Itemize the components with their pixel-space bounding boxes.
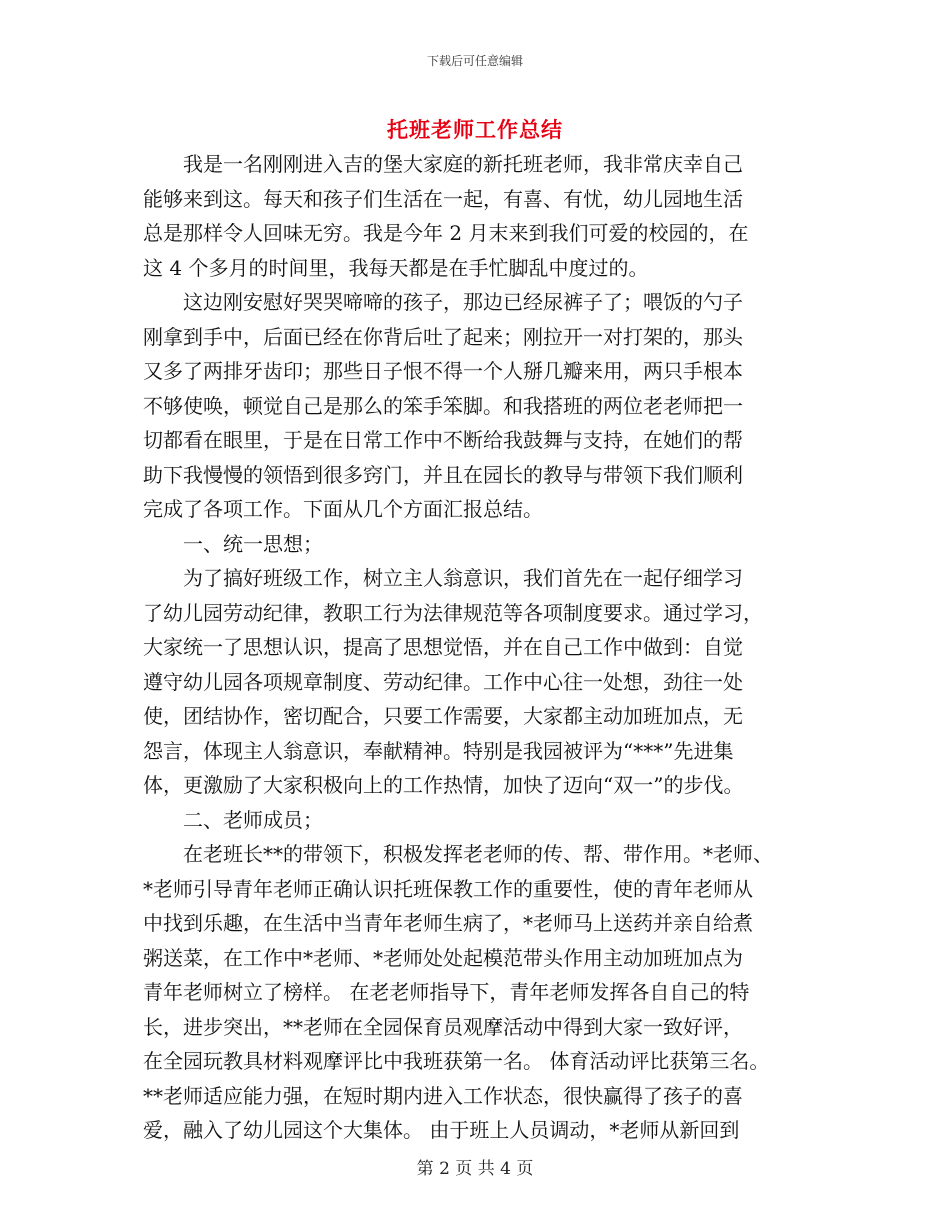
paragraph-line: 这 4 个多月的时间里，我每天都是在手忙脚乱中度过的。 bbox=[143, 255, 649, 280]
paragraph-line: 完成了各项工作。下面从几个方面汇报总结。 bbox=[143, 497, 543, 521]
page-footer: 第 2 页 共 4 页 bbox=[416, 1159, 534, 1179]
paragraph-line: 又多了两排牙齿印；那些日子恨不得一个人掰几瓣来用，两只手根本 bbox=[143, 359, 743, 383]
paragraph-line: 体，更激励了大家积极向上的工作热情，加快了迈向“双一”的步伐。 bbox=[143, 773, 744, 797]
document-title: 托班老师工作总结 bbox=[387, 118, 563, 142]
paragraph-line: 能够来到这。每天和孩子们生活在一起，有喜、有忧，幼儿园地生活 bbox=[143, 186, 743, 211]
paragraph-line: *老师引导青年老师正确认识托班保教工作的重要性，使的青年老师从 bbox=[143, 876, 753, 901]
paragraph-line: 怨言，体现主人翁意识，奉献精神。特别是我园被评为“***”先进集 bbox=[143, 738, 734, 763]
paragraph-line: 二、老师成员； bbox=[143, 807, 323, 832]
paragraph-line: 不够使唤，顿觉自己是那么的笨手笨脚。和我搭班的两位老老师把一 bbox=[143, 393, 743, 418]
paragraph-line: 爱，融入了幼儿园这个大集体。 由于班上人员调动，*老师从新回到 bbox=[143, 1118, 740, 1142]
paragraph-line: 总是那样令人回味无穷。我是今年 2 月末来到我们可爱的校园的，在 bbox=[143, 221, 749, 245]
paragraph-line: 助下我慢慢的领悟到很多窍门，并且在园长的教导与带领下我们顺利 bbox=[143, 462, 743, 487]
paragraph-line: **老师适应能力强，在短时期内进入工作状态，很快赢得了孩子的喜 bbox=[143, 1083, 743, 1108]
paragraph-line: 了幼儿园劳动纪律，教职工行为法律规范等各项制度要求。通过学习， bbox=[143, 600, 763, 625]
paragraph-line: 粥送菜，在工作中*老师、*老师处处起模范带头作用主动加班加点为 bbox=[143, 945, 743, 970]
paragraph-line: 一、统一思想； bbox=[143, 531, 323, 556]
header-note: 下载后可任意编辑 bbox=[426, 54, 523, 68]
paragraph-line: 切都看在眼里，于是在日常工作中不断给我鼓舞与支持，在她们的帮 bbox=[143, 428, 743, 452]
paragraph-line: 在全园玩教具材料观摩评比中我班获第一名。 体育活动评比获第三名。 bbox=[143, 1049, 770, 1073]
paragraph-line: 青年老师树立了榜样。 在老老师指导下，青年老师发挥各自自己的特 bbox=[143, 980, 750, 1004]
document-body bbox=[143, 147, 823, 1148]
paragraph-line: 长，进步突出，**老师在全园保育员观摩活动中得到大家一致好评， bbox=[143, 1014, 743, 1039]
paragraph-line: 在老班长**的带领下，积极发挥老老师的传、帮、带作用。*老师、 bbox=[143, 842, 773, 866]
paragraph-line: 我是一名刚刚进入吉的堡大家庭的新托班老师，我非常庆幸自己 bbox=[143, 152, 743, 176]
paragraph-line: 这边刚安慰好哭哭啼啼的孩子，那边已经尿裤子了；喂饭的勺子 bbox=[143, 290, 743, 314]
paragraph-line: 大家统一了思想认识，提高了思想觉悟，并在自己工作中做到：自觉 bbox=[143, 635, 743, 659]
paragraph-line: 中找到乐趣，在生活中当青年老师生病了，*老师马上送药并亲自给煮 bbox=[143, 911, 753, 935]
paragraph-line: 遵守幼儿园各项规章制度、劳动纪律。工作中心往一处想，劲往一处 bbox=[143, 669, 743, 694]
paragraph-line: 为了搞好班级工作，树立主人翁意识，我们首先在一起仔细学习 bbox=[143, 566, 743, 590]
paragraph-line: 使，团结协作，密切配合，只要工作需要，大家都主动加班加点，无 bbox=[143, 704, 743, 728]
paragraph-line: 刚拿到手中，后面已经在你背后吐了起来；刚拉开一对打架的，那头 bbox=[143, 324, 743, 349]
